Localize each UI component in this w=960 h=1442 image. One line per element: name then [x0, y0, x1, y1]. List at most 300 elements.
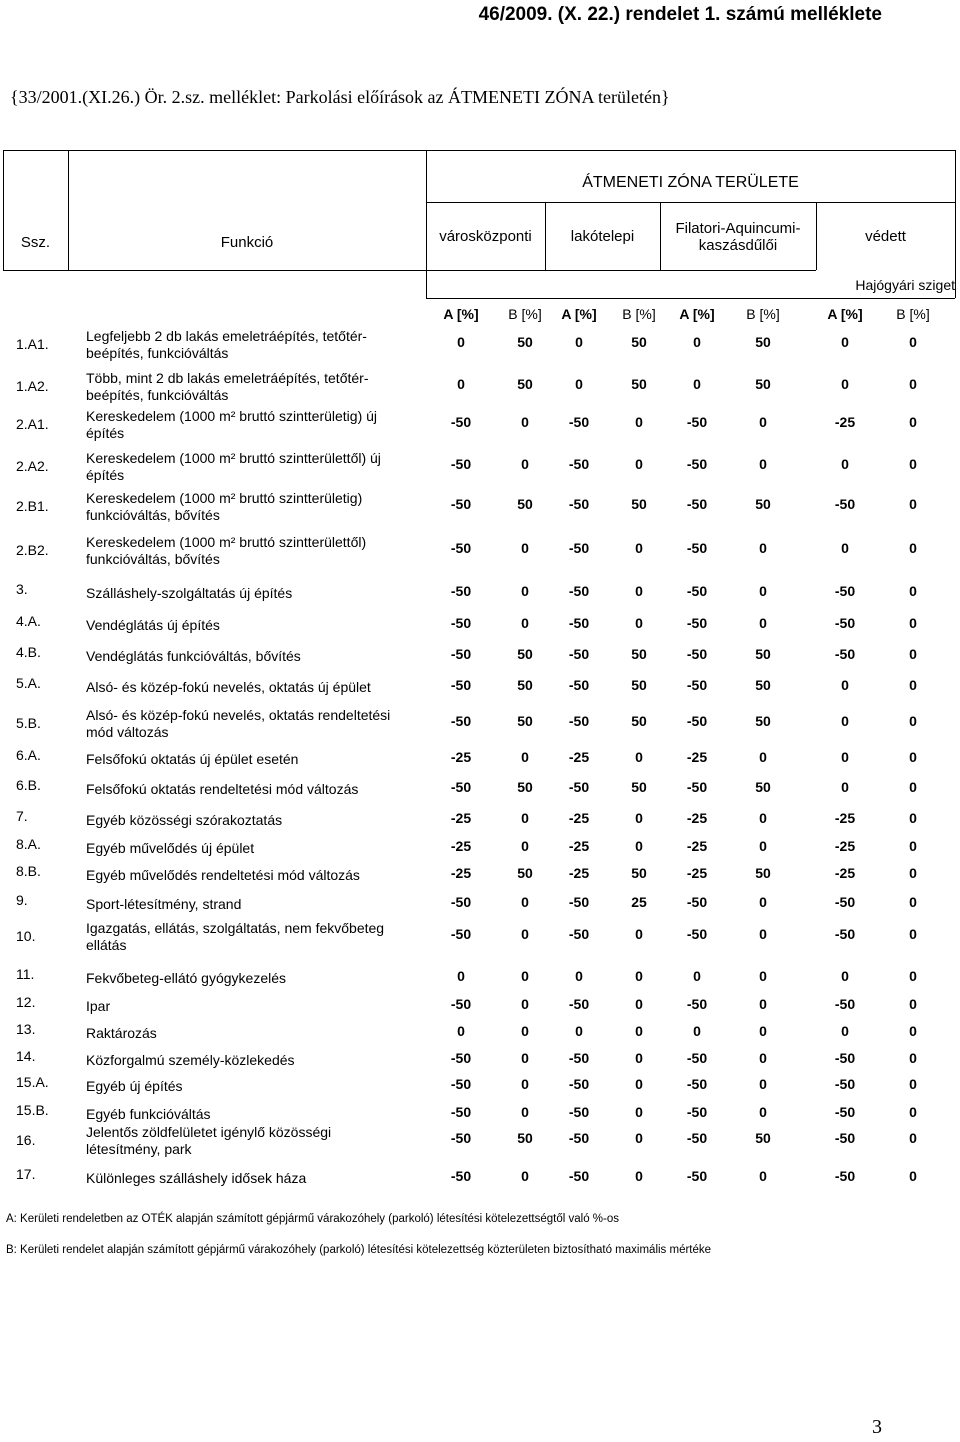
row-value: 0	[635, 996, 643, 1012]
row-value: -50	[568, 456, 590, 472]
row-funkcio-line1: Kereskedelem (1000 m² bruttó szintterülettől)	[86, 534, 367, 550]
row-value: 0	[841, 779, 849, 795]
row-value: 0	[457, 334, 465, 350]
row-value: -50	[568, 996, 590, 1012]
zone-header-lakotelepi: lakótelepi	[570, 228, 635, 245]
row-value: 0	[909, 1050, 917, 1066]
row-value: -50	[450, 779, 472, 795]
row-funkcio-line2: beépítés, funkcióváltás	[86, 387, 229, 403]
row-funkcio	[86, 328, 426, 362]
row-value: 0	[693, 376, 701, 392]
row-value: 0	[635, 926, 643, 942]
row-value: -25	[450, 838, 472, 854]
row-value: -50	[834, 1130, 856, 1146]
row-value: -50	[834, 615, 856, 631]
row-value: 0	[759, 1050, 767, 1066]
row-funkcio	[86, 751, 426, 768]
row-value: -50	[686, 1168, 708, 1184]
row-funkcio-line1: Kereskedelem (1000 m² bruttó szintterületig)	[86, 490, 363, 506]
row-value: 0	[635, 1050, 643, 1066]
row-funkcio-line1: Közforgalmú személy-közlekedés	[86, 1052, 295, 1068]
row-value: 0	[909, 540, 917, 556]
row-value: 0	[909, 456, 917, 472]
row-ssz: 6.B.	[16, 777, 41, 793]
row-value: -50	[834, 1076, 856, 1092]
row-value: -50	[450, 414, 472, 430]
row-ssz: 13.	[16, 1021, 36, 1037]
row-value: -50	[450, 1050, 472, 1066]
row-ssz: 5.B.	[16, 715, 41, 731]
row-value: 0	[759, 926, 767, 942]
row-funkcio-line1: Több, mint 2 db lakás emeletráépítés, tetőtér-	[86, 370, 369, 386]
row-value: 0	[759, 1076, 767, 1092]
row-ssz: 4.A.	[16, 613, 41, 629]
row-value: 0	[635, 838, 643, 854]
row-value: 0	[521, 456, 529, 472]
row-funkcio-line1: Felsőfokú oktatás rendeltetési mód változás	[86, 781, 359, 797]
row-value: -50	[686, 894, 708, 910]
row-funkcio-line2: beépítés, funkcióváltás	[86, 345, 229, 361]
row-ssz: 2.A2.	[16, 458, 49, 474]
row-funkcio	[86, 1025, 426, 1042]
row-value: -25	[450, 865, 472, 881]
row-value: -50	[450, 615, 472, 631]
row-funkcio-line1: Vendéglátás funkcióváltás, bővítés	[86, 648, 301, 664]
row-value: 0	[909, 677, 917, 693]
row-ssz: 4.B.	[16, 644, 41, 660]
row-value: 0	[521, 838, 529, 854]
row-value: 0	[909, 414, 917, 430]
row-funkcio-line1: Alsó- és közép-fokú nevelés, oktatás új épület	[86, 679, 371, 695]
row-funkcio	[86, 707, 426, 741]
row-funkcio-line1: Igazgatás, ellátás, szolgáltatás, nem fekvőbeteg	[86, 920, 385, 936]
row-value: 0	[759, 894, 767, 910]
row-value: 0	[521, 894, 529, 910]
row-value: 0	[909, 1076, 917, 1092]
page-number: 3	[872, 1416, 882, 1438]
row-value: 0	[759, 540, 767, 556]
ab-header-7: B [%]	[896, 306, 930, 322]
ab-header-5: B [%]	[746, 306, 780, 322]
row-value: 50	[631, 677, 647, 693]
row-value: 50	[517, 779, 533, 795]
row-value: -50	[568, 926, 590, 942]
row-funkcio-line2: építés	[86, 425, 125, 441]
row-funkcio-line1: Fekvőbeteg-ellátó gyógykezelés	[86, 970, 287, 986]
row-ssz: 5.A.	[16, 675, 41, 691]
row-value: 50	[755, 334, 771, 350]
row-value: -50	[834, 996, 856, 1012]
row-value: 50	[755, 496, 771, 512]
row-value: 50	[755, 646, 771, 662]
row-value: -50	[686, 456, 708, 472]
row-value: 0	[759, 456, 767, 472]
row-value: 50	[517, 677, 533, 693]
row-funkcio	[86, 867, 426, 884]
zone-header-filatori: Filatori-Aquincumi-kaszásdűlői	[675, 220, 801, 254]
row-ssz: 3.	[16, 581, 28, 597]
ab-header-4: A [%]	[679, 306, 715, 322]
row-funkcio-line1: Egyéb művelődés új épület	[86, 840, 255, 856]
footnote-b: B: Kerületi rendelet alapján számított gépjármű várakozóhely (parkoló) létesítési kötelezettség közterületen biztosítható maximális mértéke	[6, 1244, 712, 1256]
row-funkcio-line1: Vendéglátás új építés	[86, 617, 220, 633]
row-value: 50	[517, 334, 533, 350]
row-funkcio-line1: Egyéb funkcióváltás	[86, 1106, 211, 1122]
row-value: 50	[631, 865, 647, 881]
row-value: 0	[521, 968, 529, 984]
row-value: -25	[834, 865, 856, 881]
row-value: -25	[686, 838, 708, 854]
row-value: 0	[759, 1104, 767, 1120]
row-value: 0	[635, 583, 643, 599]
row-funkcio-line1: Jelentős zöldfelületet igénylő közösségi	[86, 1124, 332, 1140]
row-value: 0	[457, 376, 465, 392]
row-funkcio-line2: mód változás	[86, 724, 169, 740]
row-funkcio-line1: Felsőfokú oktatás új épület esetén	[86, 751, 299, 767]
row-funkcio-line2: funkcióváltás, bővítés	[86, 507, 220, 523]
row-funkcio-line1: Egyéb közösségi szórakoztatás	[86, 812, 283, 828]
row-value: 0	[759, 968, 767, 984]
row-value: -50	[568, 414, 590, 430]
row-value: -50	[834, 1168, 856, 1184]
row-value: 50	[517, 376, 533, 392]
row-value: -25	[568, 838, 590, 854]
row-value: 0	[841, 713, 849, 729]
ab-header-3: B [%]	[622, 306, 656, 322]
row-value: 0	[909, 810, 917, 826]
zone-header-varoskozponti: városközponti	[439, 228, 532, 245]
row-value: 0	[909, 865, 917, 881]
row-value: 0	[575, 1023, 583, 1039]
row-value: 0	[457, 968, 465, 984]
row-value: -50	[568, 677, 590, 693]
row-value: -25	[450, 810, 472, 826]
row-value: 0	[635, 615, 643, 631]
row-funkcio	[86, 970, 426, 987]
row-value: 0	[909, 583, 917, 599]
row-value: 0	[693, 334, 701, 350]
row-value: 0	[841, 1023, 849, 1039]
row-ssz: 17.	[16, 1166, 36, 1182]
row-value: 0	[575, 376, 583, 392]
row-value: -25	[686, 749, 708, 765]
row-value: 50	[755, 713, 771, 729]
row-value: -50	[450, 1168, 472, 1184]
row-value: 0	[521, 1076, 529, 1092]
row-value: 0	[909, 334, 917, 350]
row-funkcio-line1: Legfeljebb 2 db lakás emeletráépítés, tetőtér-	[86, 328, 367, 344]
zone-header-hajogyari: Hajógyári sziget	[855, 277, 955, 293]
row-value: 0	[635, 968, 643, 984]
row-ssz: 2.B2.	[16, 542, 49, 558]
row-value: 0	[909, 646, 917, 662]
row-funkcio	[86, 648, 426, 665]
row-funkcio-line1: Alsó- és közép-fokú nevelés, oktatás rendeltetési	[86, 707, 391, 723]
row-value: -50	[568, 1050, 590, 1066]
row-value: -50	[450, 496, 472, 512]
row-value: 0	[841, 677, 849, 693]
row-value: 0	[635, 810, 643, 826]
row-value: -50	[686, 1050, 708, 1066]
row-value: 0	[521, 1104, 529, 1120]
row-funkcio-line1: Ipar	[86, 998, 111, 1014]
row-value: 0	[759, 810, 767, 826]
row-value: 0	[521, 749, 529, 765]
row-funkcio-line1: Raktározás	[86, 1025, 157, 1041]
row-value: 50	[755, 1130, 771, 1146]
row-value: -50	[834, 496, 856, 512]
row-ssz: 16.	[16, 1132, 36, 1148]
row-value: 0	[909, 968, 917, 984]
row-value: 50	[631, 646, 647, 662]
row-funkcio	[86, 812, 426, 829]
zone-header-vedett: védett	[865, 228, 906, 245]
row-value: -50	[450, 540, 472, 556]
row-value: 0	[841, 334, 849, 350]
row-funkcio	[86, 1106, 426, 1123]
row-value: -25	[686, 810, 708, 826]
row-value: -50	[450, 713, 472, 729]
row-value: 50	[755, 779, 771, 795]
row-value: 50	[755, 376, 771, 392]
row-value: -50	[450, 456, 472, 472]
row-value: -50	[450, 894, 472, 910]
row-funkcio-line1: Sport-létesítmény, strand	[86, 896, 242, 912]
row-value: 0	[635, 749, 643, 765]
row-ssz: 15.B.	[16, 1102, 49, 1118]
row-value: 0	[521, 414, 529, 430]
row-value: -50	[686, 1076, 708, 1092]
row-value: -50	[686, 414, 708, 430]
row-value: 0	[759, 838, 767, 854]
footnote-a: A: Kerületi rendeletben az OTÉK alapján számított gépjármű várakozóhely (parkoló) létesítési kötelezettségtől való %-os	[6, 1213, 620, 1225]
row-value: 0	[521, 583, 529, 599]
row-value: 0	[909, 713, 917, 729]
row-funkcio	[86, 585, 426, 602]
row-value: -50	[568, 779, 590, 795]
row-value: -50	[686, 926, 708, 942]
row-value: 0	[635, 540, 643, 556]
row-funkcio	[86, 896, 426, 913]
row-funkcio-line1: Kereskedelem (1000 m² bruttó szintterületig) új	[86, 408, 378, 424]
row-value: 0	[575, 334, 583, 350]
row-value: -50	[568, 583, 590, 599]
row-value: 0	[759, 1168, 767, 1184]
row-funkcio	[86, 408, 426, 442]
row-value: -50	[450, 926, 472, 942]
row-value: 0	[457, 1023, 465, 1039]
row-value: 0	[635, 456, 643, 472]
row-value: 50	[517, 646, 533, 662]
row-value: -50	[568, 713, 590, 729]
row-value: 25	[631, 894, 647, 910]
row-value: 0	[521, 615, 529, 631]
row-value: 0	[521, 926, 529, 942]
row-value: -50	[686, 779, 708, 795]
row-value: -25	[834, 838, 856, 854]
ab-header-1: B [%]	[508, 306, 542, 322]
row-value: -50	[686, 1130, 708, 1146]
row-value: 50	[517, 865, 533, 881]
row-value: -50	[686, 615, 708, 631]
ab-header-6: A [%]	[827, 306, 863, 322]
ab-header-0: A [%]	[443, 306, 479, 322]
row-value: 0	[909, 779, 917, 795]
row-funkcio	[86, 450, 426, 484]
row-funkcio	[86, 1078, 426, 1095]
row-value: 0	[635, 1104, 643, 1120]
row-value: 0	[575, 968, 583, 984]
row-value: 0	[841, 376, 849, 392]
row-value: -50	[568, 646, 590, 662]
row-value: 50	[631, 779, 647, 795]
row-value: 50	[631, 496, 647, 512]
row-value: 50	[517, 1130, 533, 1146]
row-value: -50	[834, 646, 856, 662]
document-title: 46/2009. (X. 22.) rendelet 1. számú melléklete	[478, 4, 882, 25]
row-ssz: 6.A.	[16, 747, 41, 763]
row-ssz: 9.	[16, 892, 28, 908]
row-value: -50	[834, 926, 856, 942]
row-funkcio	[86, 1170, 426, 1187]
row-value: -50	[450, 677, 472, 693]
row-funkcio	[86, 1124, 426, 1158]
row-value: -50	[568, 894, 590, 910]
row-ssz: 11.	[16, 966, 35, 982]
row-value: 50	[755, 865, 771, 881]
row-ssz: 12.	[16, 994, 36, 1010]
row-value: 0	[909, 838, 917, 854]
row-funkcio	[86, 1052, 426, 1069]
row-value: 0	[759, 1023, 767, 1039]
row-value: 0	[909, 1130, 917, 1146]
row-value: 50	[631, 713, 647, 729]
row-value: 0	[635, 1168, 643, 1184]
row-value: 50	[517, 496, 533, 512]
row-value: -50	[568, 1168, 590, 1184]
row-value: -25	[568, 810, 590, 826]
row-value: -50	[450, 1104, 472, 1120]
row-value: 0	[635, 1076, 643, 1092]
row-value: -50	[834, 894, 856, 910]
row-value: -50	[568, 1104, 590, 1120]
row-value: 0	[909, 496, 917, 512]
row-value: 0	[841, 456, 849, 472]
row-value: -25	[450, 749, 472, 765]
row-value: -50	[568, 496, 590, 512]
row-value: -50	[686, 996, 708, 1012]
row-value: -50	[450, 1076, 472, 1092]
document-subtitle: {33/2001.(XI.26.) Ör. 2.sz. melléklet: Parkolási előírások az ÁTMENETI ZÓNA területén}	[10, 87, 670, 107]
row-value: -50	[568, 615, 590, 631]
row-value: -25	[568, 865, 590, 881]
row-ssz: 8.B.	[16, 863, 41, 879]
row-value: 0	[521, 996, 529, 1012]
row-funkcio-line2: funkcióváltás, bővítés	[86, 551, 220, 567]
row-value: 0	[909, 894, 917, 910]
row-value: 0	[521, 540, 529, 556]
row-funkcio	[86, 840, 426, 857]
row-funkcio	[86, 781, 426, 798]
col-funkcio-header: Funkció	[220, 234, 274, 251]
row-ssz: 2.B1.	[16, 498, 49, 514]
row-ssz: 8.A.	[16, 836, 41, 852]
row-value: -50	[450, 996, 472, 1012]
row-value: 0	[635, 414, 643, 430]
row-value: 0	[909, 996, 917, 1012]
row-value: 0	[759, 615, 767, 631]
row-value: 0	[909, 749, 917, 765]
row-value: -50	[686, 677, 708, 693]
row-funkcio	[86, 920, 426, 954]
row-value: 0	[693, 968, 701, 984]
row-value: 0	[635, 1130, 643, 1146]
zone-title: ÁTMENETI ZÓNA TERÜLETE	[582, 174, 799, 191]
row-funkcio-line1: Különleges szálláshely idősek háza	[86, 1170, 307, 1186]
col-ssz-header: Ssz.	[20, 234, 51, 251]
row-value: -25	[686, 865, 708, 881]
row-value: -50	[450, 1130, 472, 1146]
row-funkcio-line1: Egyéb művelődés rendeltetési mód változás	[86, 867, 360, 883]
row-funkcio	[86, 534, 426, 568]
row-value: 0	[909, 1168, 917, 1184]
row-funkcio-line1: Kereskedelem (1000 m² bruttó szintterülettől) új	[86, 450, 381, 466]
row-funkcio-line2: létesítmény, park	[86, 1141, 192, 1157]
row-value: 0	[841, 968, 849, 984]
row-value: -25	[834, 414, 856, 430]
row-value: -50	[450, 646, 472, 662]
row-value: 0	[759, 583, 767, 599]
row-value: 0	[521, 810, 529, 826]
row-value: 0	[759, 996, 767, 1012]
row-ssz: 7.	[16, 808, 28, 824]
row-funkcio	[86, 490, 426, 524]
row-value: 0	[909, 376, 917, 392]
row-funkcio	[86, 617, 426, 634]
row-value: -50	[686, 713, 708, 729]
row-funkcio-line2: ellátás	[86, 937, 127, 953]
row-value: -50	[834, 1104, 856, 1120]
row-funkcio-line2: építés	[86, 467, 125, 483]
row-value: 0	[909, 615, 917, 631]
row-value: -50	[834, 1050, 856, 1066]
row-ssz: 15.A.	[16, 1074, 49, 1090]
row-ssz: 2.A1.	[16, 416, 49, 432]
row-ssz: 14.	[16, 1048, 36, 1064]
row-value: 0	[909, 1023, 917, 1039]
row-value: 0	[521, 1023, 529, 1039]
row-ssz: 1.A2.	[16, 378, 49, 394]
row-funkcio-line1: Szálláshely-szolgáltatás új építés	[86, 585, 293, 601]
row-value: 0	[841, 749, 849, 765]
row-value: -50	[568, 540, 590, 556]
row-funkcio	[86, 370, 426, 404]
row-value: -50	[568, 1130, 590, 1146]
row-value: -50	[834, 583, 856, 599]
row-value: -50	[686, 583, 708, 599]
row-value: 50	[631, 376, 647, 392]
row-funkcio	[86, 998, 426, 1015]
row-ssz: 10.	[16, 928, 36, 944]
row-funkcio-line1: Egyéb új építés	[86, 1078, 183, 1094]
row-value: 0	[521, 1168, 529, 1184]
row-value: -50	[686, 496, 708, 512]
row-value: 0	[693, 1023, 701, 1039]
row-value: -25	[568, 749, 590, 765]
row-value: -50	[686, 540, 708, 556]
row-value: 0	[909, 1104, 917, 1120]
row-value: 0	[841, 540, 849, 556]
